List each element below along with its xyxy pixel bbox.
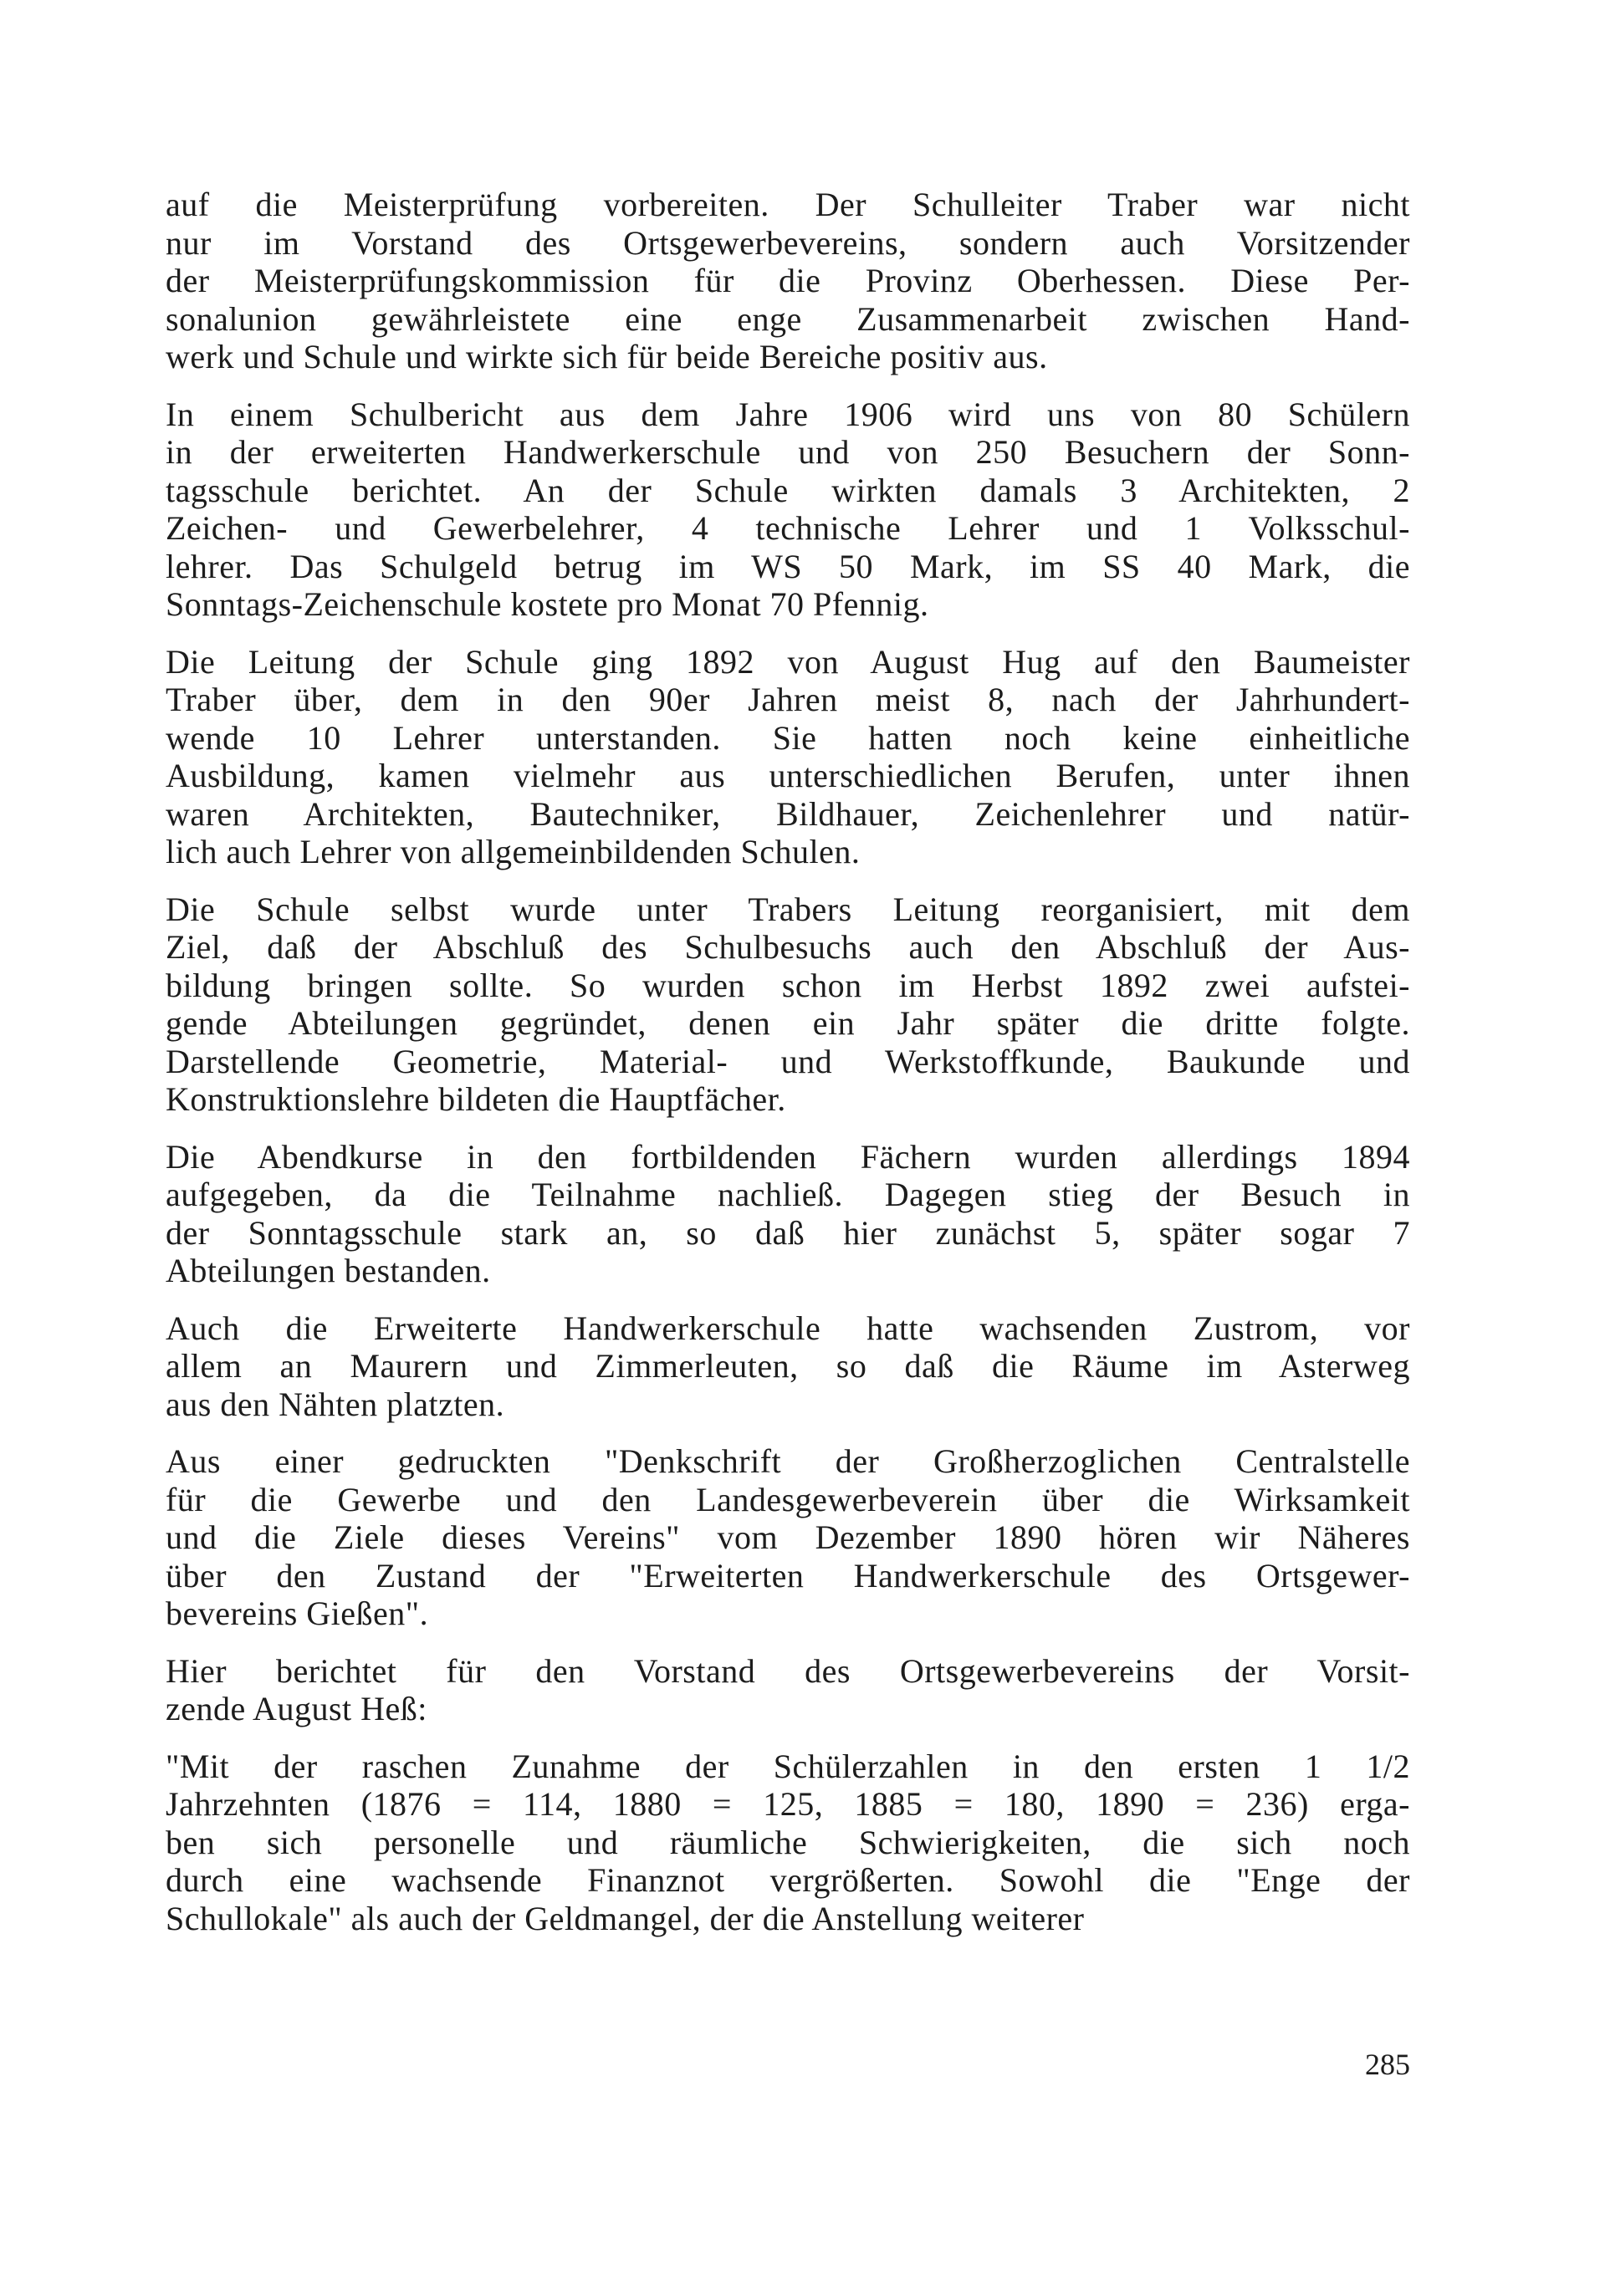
page-number: 285: [1365, 2048, 1410, 2081]
text-line: lich auch Lehrer von allgemeinbildenden Schulen.: [166, 833, 861, 870]
text-line: Die Abendkurse in den fortbildenden Fächern wurden allerdings 1894: [166, 1137, 1410, 1176]
text-line: der Meisterprüfungskommission für die Provinz Oberhessen. Diese Per-: [166, 262, 1410, 299]
text-line: durch eine wachsende Finanznot vergrößerten. Sowohl die "Enge der: [166, 1861, 1410, 1899]
text-line: ben sich personelle und räumliche Schwierigkeiten, die sich noch: [166, 1823, 1410, 1861]
text-line: werk und Schule und wirkte sich für beide Bereiche positiv aus.: [166, 338, 1048, 375]
text-line: nur im Vorstand des Ortsgewerbevereins, sondern auch Vorsitzender: [166, 223, 1410, 262]
text-line: in der erweiterten Handwerkerschule und von 250 Besuchern der Sonn-: [166, 433, 1410, 471]
text-line: gende Abteilungen gegründet, denen ein Jahr später die dritte folgte.: [166, 1004, 1410, 1042]
text-line: der Sonntagsschule stark an, so daß hier zunächst 5, später sogar 7: [166, 1213, 1410, 1252]
text-line: Darstellende Geometrie, Material- und Werkstoffkunde, Baukunde und: [166, 1042, 1410, 1080]
text-line: auf die Meisterprüfung vorbereiten. Der Schulleiter Traber war nicht: [166, 186, 1410, 223]
text-line: Sonntags-Zeichenschule kostete pro Monat 70 Pfennig.: [166, 585, 929, 623]
text-line: Zeichen- und Gewerbelehrer, 4 technische Lehrer und 1 Volksschul-: [166, 509, 1410, 547]
text-line: waren Architekten, Bautechniker, Bildhauer, Zeichenlehrer und natür-: [166, 794, 1410, 833]
document-page: [166, 186, 1410, 1957]
paragraph: [166, 1652, 1410, 1728]
text-line: und die Ziele dieses Vereins" vom Dezember 1890 hören wir Näheres: [166, 1518, 1410, 1556]
text-line: Hier berichtet für den Vorstand des Ortsgewerbevereins der Vorsit-: [166, 1651, 1410, 1690]
text-line: Die Schule selbst wurde unter Trabers Leitung reorganisiert, mit dem: [166, 890, 1410, 928]
text-line: lehrer. Das Schulgeld betrug im WS 50 Mark, im SS 40 Mark, die: [166, 547, 1410, 585]
paragraph: [166, 186, 1410, 376]
paragraph: [166, 1748, 1410, 1938]
paragraph: [166, 1138, 1410, 1290]
text-line: Traber über, dem in den 90er Jahren meist 8, nach der Jahrhundert-: [166, 681, 1410, 718]
paragraph: [166, 1309, 1410, 1424]
text-line: wende 10 Lehrer unterstanden. Sie hatten noch keine einheitliche: [166, 718, 1410, 757]
text-line: Auch die Erweiterte Handwerkerschule hatte wachsenden Zustrom, vor: [166, 1309, 1410, 1347]
text-line: aufgegeben, da die Teilnahme nachließ. Dagegen stieg der Besuch in: [166, 1176, 1410, 1213]
text-line: für die Gewerbe und den Landesgewerbeverein über die Wirksamkeit: [166, 1480, 1410, 1518]
text-line: "Mit der raschen Zunahme der Schülerzahlen in den ersten 1 1/2: [166, 1747, 1410, 1785]
text-line: In einem Schulbericht aus dem Jahre 1906 wird uns von 80 Schülern: [166, 395, 1410, 433]
text-line: Konstruktionslehre bildeten die Hauptfächer.: [166, 1080, 786, 1118]
text-line: über den Zustand der "Erweiterten Handwerkerschule des Ortsgewer-: [166, 1556, 1410, 1594]
paragraph: [166, 643, 1410, 871]
text-line: aus den Nähten platzten.: [166, 1385, 505, 1423]
text-line: Ausbildung, kamen vielmehr aus unterschiedlichen Berufen, unter ihnen: [166, 757, 1410, 794]
text-line: Die Leitung der Schule ging 1892 von August Hug auf den Baumeister: [166, 642, 1410, 681]
text-line: tagsschule berichtet. An der Schule wirkten damals 3 Architekten, 2: [166, 471, 1410, 509]
text-line: Aus einer gedruckten "Denkschrift der Großherzoglichen Centralstelle: [166, 1442, 1410, 1480]
text-line: allem an Maurern und Zimmerleuten, so daß die Räume im Asterweg: [166, 1347, 1410, 1385]
text-line: Abteilungen bestanden.: [166, 1252, 491, 1289]
text-line: zende August Heß:: [166, 1690, 427, 1727]
paragraph: [166, 890, 1410, 1119]
text-line: bevereins Gießen".: [166, 1594, 429, 1632]
text-line: bildung bringen sollte. So wurden schon im Herbst 1892 zwei aufstei-: [166, 966, 1410, 1004]
paragraph: [166, 1442, 1410, 1633]
paragraph: [166, 395, 1410, 624]
text-line: Ziel, daß der Abschluß des Schulbesuchs auch den Abschluß der Aus-: [166, 928, 1410, 966]
text-line: Jahrzehnten (1876 = 114, 1880 = 125, 1885 = 180, 1890 = 236) erga-: [166, 1785, 1410, 1823]
text-line: Schullokale" als auch der Geldmangel, der die Anstellung weiterer: [166, 1899, 1085, 1937]
text-line: sonalunion gewährleistete eine enge Zusammenarbeit zwischen Hand-: [166, 299, 1410, 338]
